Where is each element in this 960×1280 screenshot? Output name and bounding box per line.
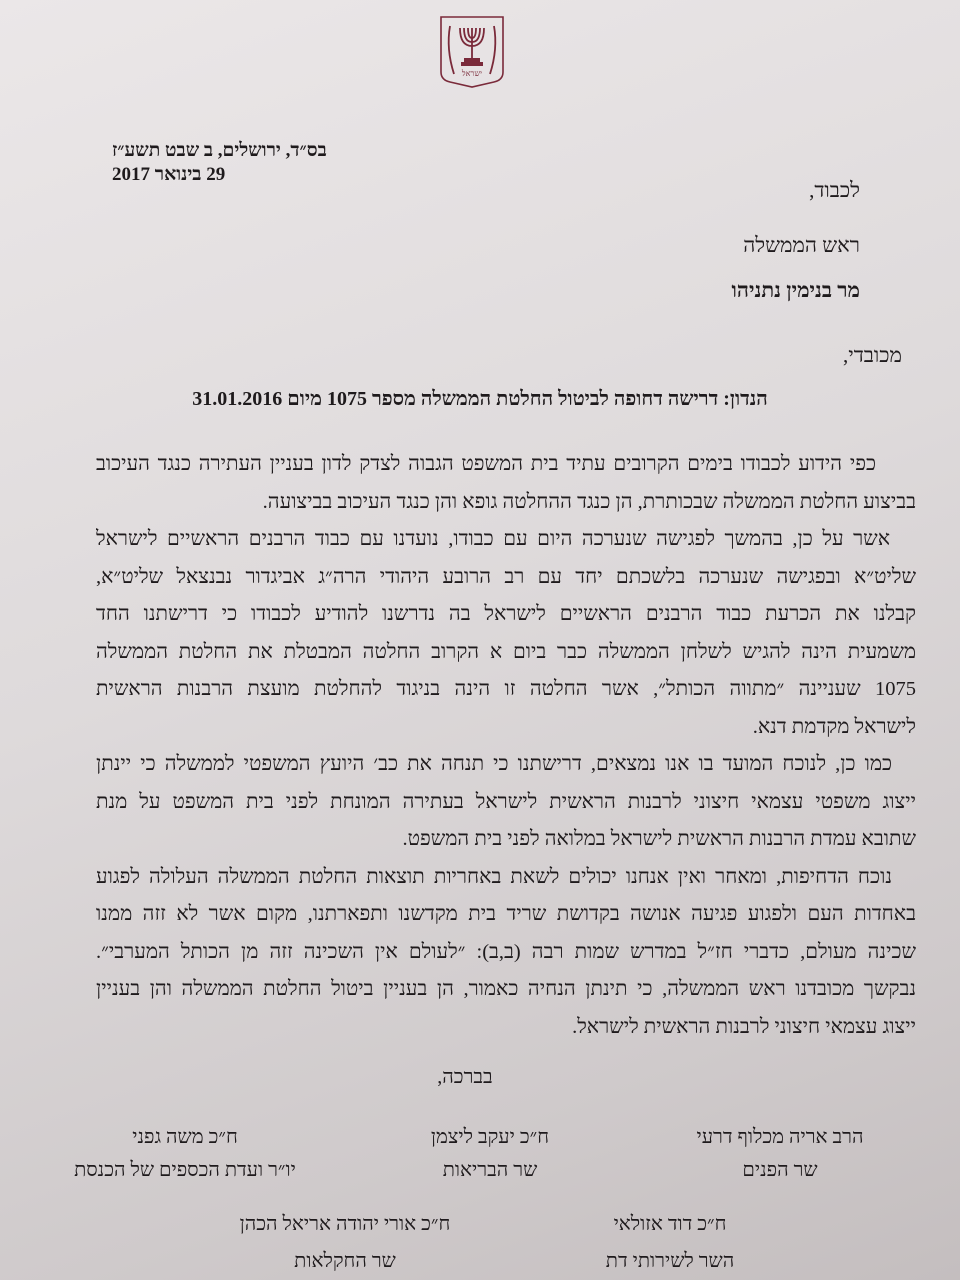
subject-line: הנדון: דרישה דחופה לביטול החלטת הממשלה מספר 1075 מיום 31.01.2016 — [192, 388, 768, 410]
signatory-name: ח״כ משה גפני — [132, 1126, 238, 1148]
signatory-role: שר הפנים — [742, 1159, 818, 1181]
addressee-title: ראש הממשלה — [743, 233, 860, 257]
signatory-name: ח״כ יעקב ליצמן — [430, 1126, 550, 1148]
signatory-name: הרב אריה מכלוף דרעי — [696, 1126, 864, 1148]
body-line: ייצוג משפטי עצמאי חיצוני לרבנות הראשית לישראל בעתירה המונחת לפני בית המשפט על מנת — [96, 790, 916, 813]
addressee-name: מר בנימין נתניהו — [731, 278, 860, 302]
signatory-name: ח״כ דוד אזולאי — [613, 1213, 727, 1235]
gregorian-date: 29 בינואר 2017 — [112, 164, 226, 185]
body-line: שליט״א ובפגישה שנערכה בלשכתם יחד עם רב הרובע היהודי הרה״ג אביגדור נבנצאל שליט״א, — [96, 565, 916, 588]
body-line: משמעית הינה להגיש לשלחן הממשלה כבר ביום א הקרוב החלטה המבטלת את החלטת הממשלה — [96, 640, 916, 663]
body-line: באחדות העם ולפגוע פגיעה אנושה בקדושת שריד בית מקדשנו ותפארתנו, מקום אשר לא זזה ממנו — [96, 903, 916, 925]
body-line: שכינה מעולם, כדברי חז״ל במדרש שמות רבה (ב,ב): ״לעולם אין השכינה זזה מן הכותל המערבי״. — [96, 940, 916, 963]
signatory-role: יו״ר ועדת הכספים של הכנסת — [74, 1159, 296, 1181]
body-line: בביצוע החלטת הממשלה שבכותרת, הן כנגד ההחלטה גופא והן כנגד העיכוב בביצועה. — [262, 490, 916, 513]
signatory-role: השר לשירותי דת — [605, 1250, 735, 1272]
body-line: כפי הידוע לכבודו בימים הקרובים עתיד בית המשפט הגבוה לצדק לדון בעניין העתירה כנגד העיכוב — [96, 453, 876, 475]
svg-text:ישראל: ישראל — [461, 69, 483, 78]
body-line: שתובא עמדת הרבנות הראשית לישראל במלואה לפני בית המשפט. — [402, 828, 916, 850]
body-line: אשר על כן, בהמשך לפגישה שנערכה היום עם כבודו, נועדנו עם כבוד הרבנים הראשיים לישראל — [96, 528, 890, 550]
letter-body — [96, 446, 916, 1046]
body-line: 1075 שעניינה ״מתווה הכותל״, אשר החלטה זו הינה בניגוד להחלטת מועצת הרבנות הראשית — [96, 678, 916, 700]
body-line: כמו כן, לנוכח המועד בו אנו נמצאים, דרישתנו כי תנחה את כב׳ היועץ המשפטי לממשלה כי יינתן — [96, 753, 892, 775]
hebrew-date: בס״ד, ירושלים, ב שבט תשע״ז — [112, 140, 327, 161]
addressee-salutation: לכבוד, — [809, 178, 860, 202]
signatory-role: שר החקלאות — [294, 1250, 396, 1272]
closing: בברכה, — [437, 1066, 493, 1088]
body-line: לישראל מקדמת דנא. — [752, 715, 916, 738]
state-emblem-icon — [438, 14, 506, 90]
body-line: ייצוג עצמאי חיצוני לרבנות הראשית לישראל. — [572, 1015, 916, 1038]
body-line: נוכח הדחיפות, ומאחר ואין אנחנו יכולים לשאת באחריות תוצאות החלטת הממשלה העלולה לפגוע — [96, 865, 892, 888]
body-line: קבלנו את הכרעת כבוד הרבנים הראשיים לישראל בה נדרשנו להודיע לכבודו כי דרישתנו החד — [96, 603, 916, 625]
body-line: נבקשך מכובדנו ראש הממשלה, כי תינתן הנחיה כאמור, הן בעניין ביטול החלטת הממשלה והן בעניין — [96, 978, 916, 1000]
greeting: מכובדי, — [842, 343, 902, 367]
signatory-role: שר הבריאות — [442, 1159, 538, 1181]
signatory-name: ח״כ אורי יהודה אריאל הכהן — [239, 1213, 451, 1235]
